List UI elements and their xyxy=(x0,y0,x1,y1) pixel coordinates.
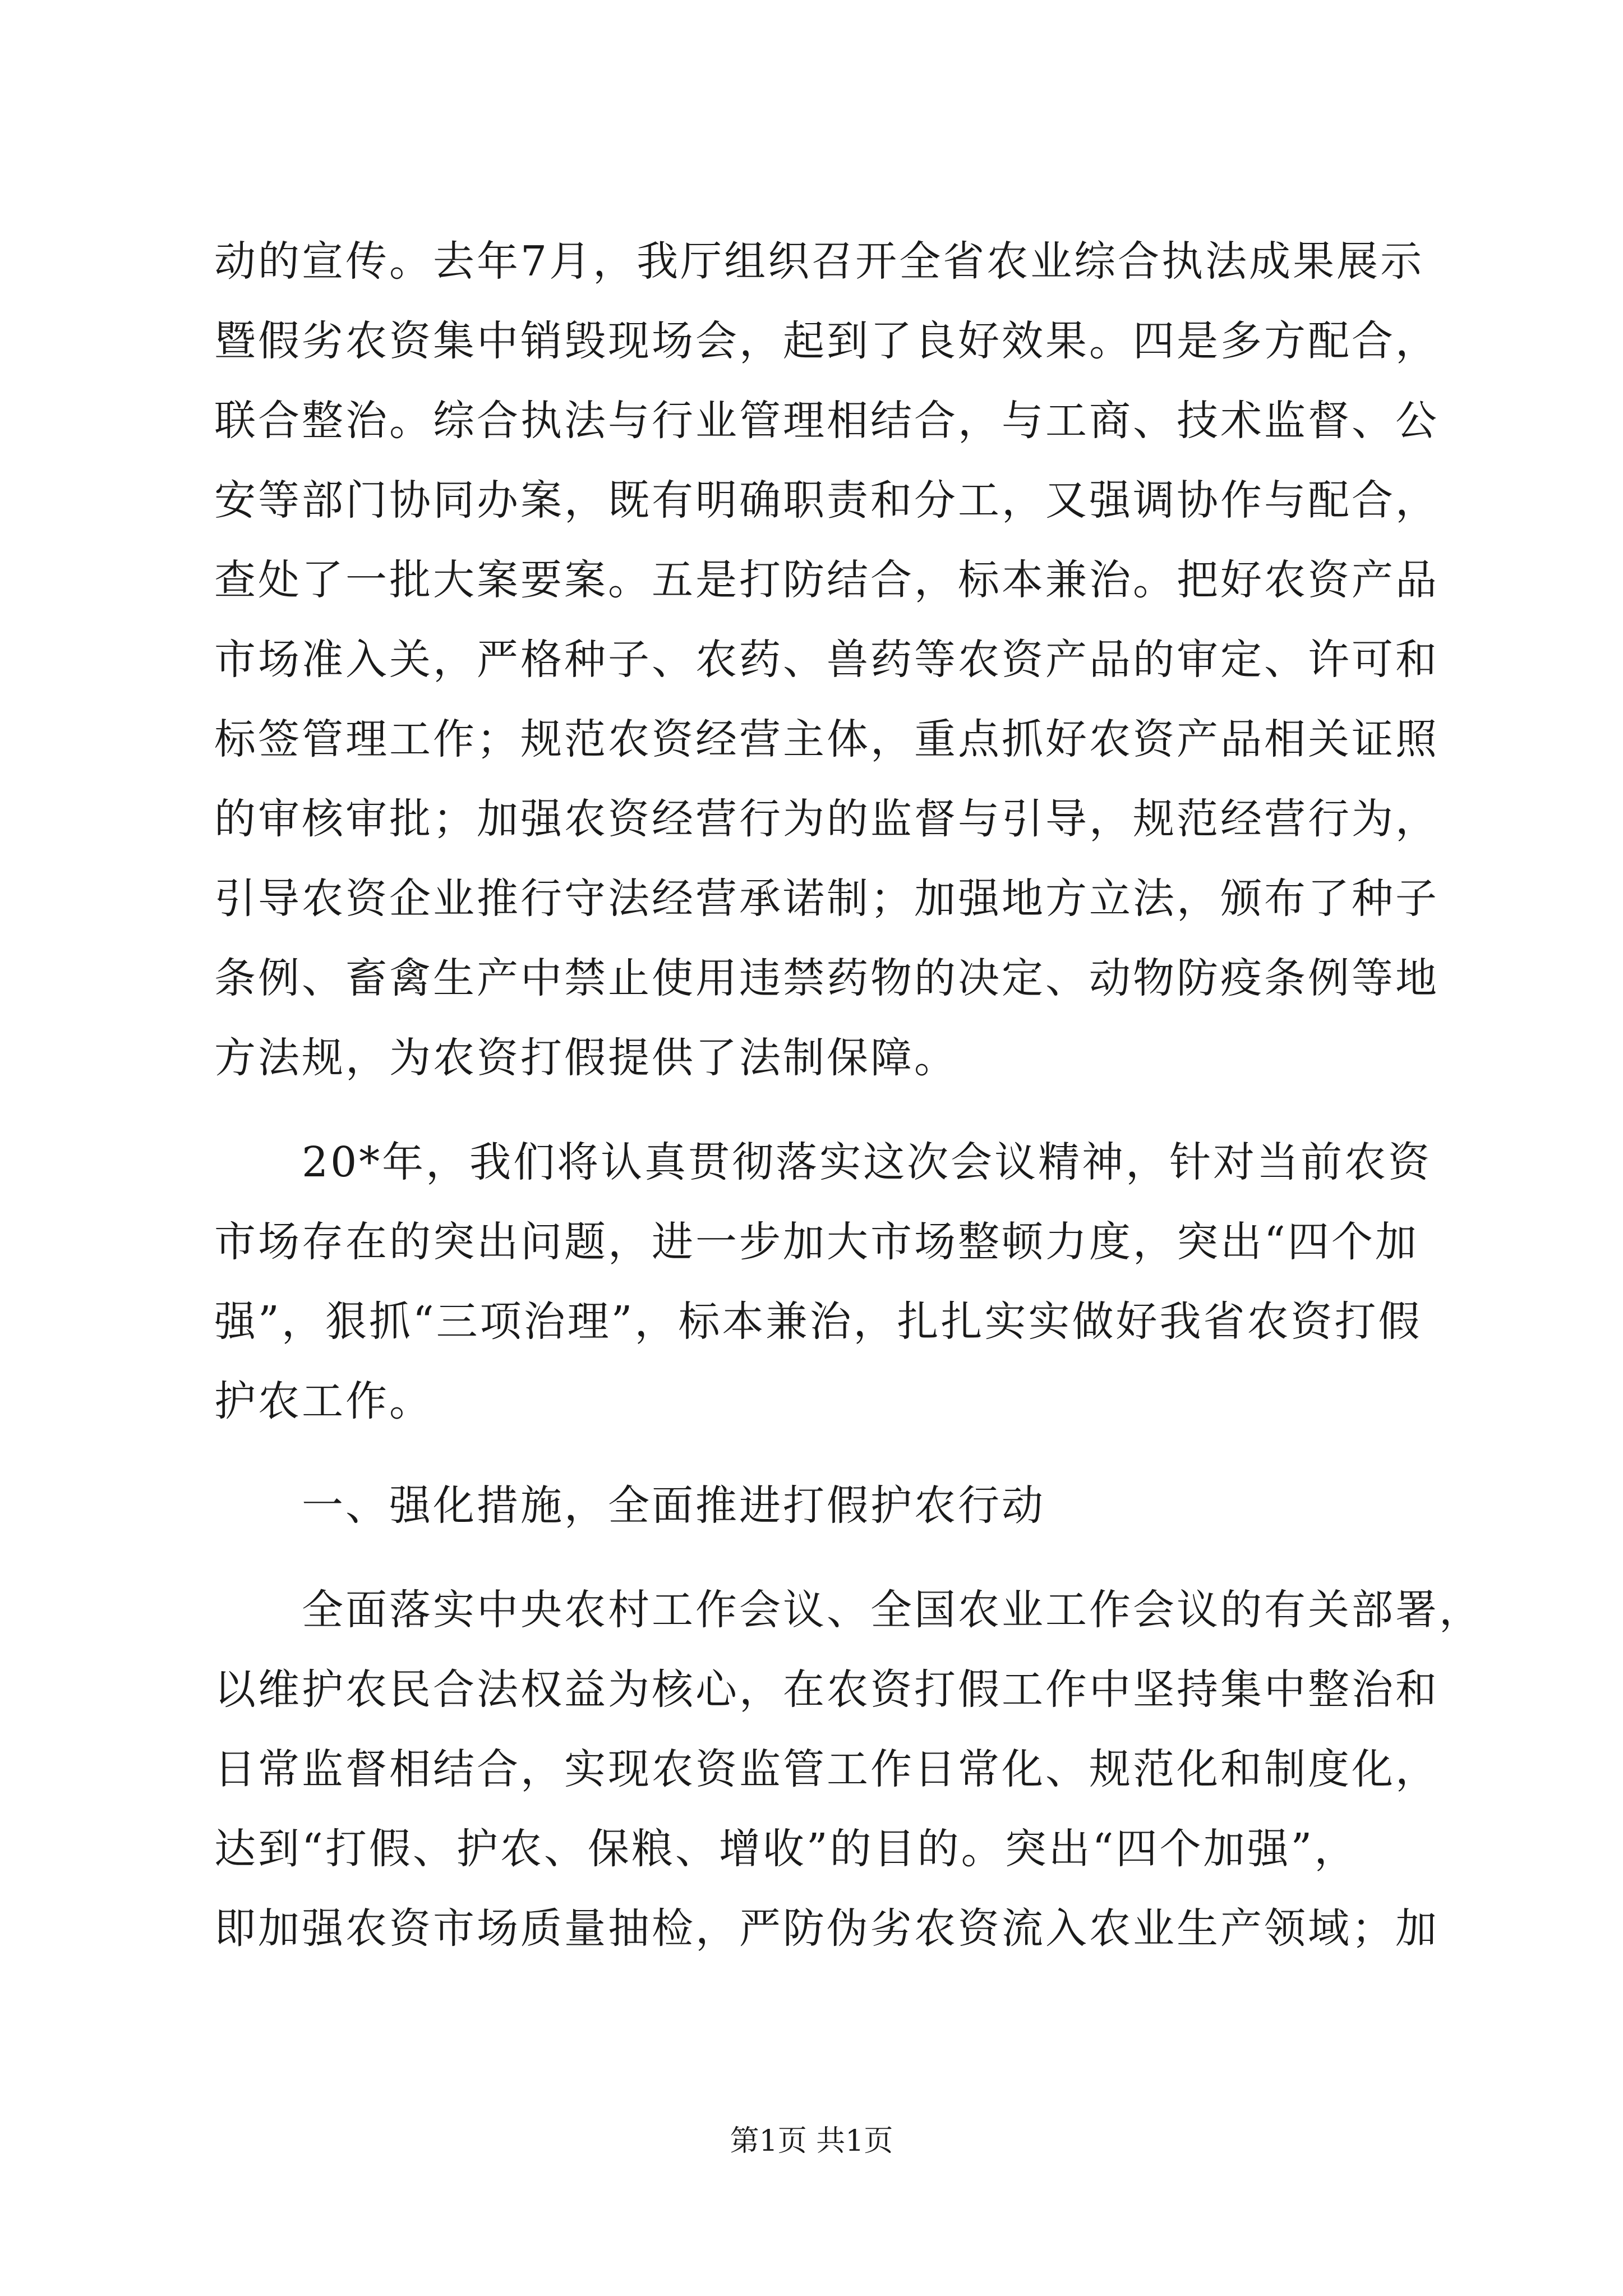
text-line: 引导农资企业推行守法经营承诺制；加强地方立法，颁布了种子 xyxy=(214,875,1439,923)
text-line: 日常监督相结合，实现农资监管工作日常化、规范化和制度化， xyxy=(214,1745,1439,1793)
paragraph xyxy=(214,1570,1483,1968)
text-line: 联合整治。综合执法与行业管理相结合，与工商、技术监督、公 xyxy=(214,397,1439,445)
text-line: 强”，狠抓“三项治理”，标本兼治，扎扎实实做好我省农资打假 xyxy=(214,1297,1422,1346)
text-line: 20*年，我们将认真贯彻落实这次会议精神，针对当前农资 xyxy=(302,1138,1432,1186)
section-heading xyxy=(214,1466,1426,1545)
text-line: 以维护农民合法权益为核心，在农资打假工作中坚持集中整治和 xyxy=(214,1665,1439,1714)
page-number-footer: 第1页 共1页 xyxy=(730,2124,893,2158)
text-line: 安等部门协同办案，既有明确职责和分工，又强调协作与配合， xyxy=(214,476,1439,524)
text-line: 市场准入关，严格种子、农药、兽药等农资产品的审定、许可和 xyxy=(214,636,1439,684)
paragraph-gap xyxy=(214,1098,1426,1122)
text-line: 即加强农资市场质量抽检，严防伪劣农资流入农业生产领域；加 xyxy=(214,1904,1439,1953)
text-line: 护农工作。 xyxy=(214,1377,433,1425)
text-line: 查处了一批大案要案。五是打防结合，标本兼治。把好农资产品 xyxy=(214,556,1439,604)
text-line: 标签管理工作；规范农资经营主体，重点抓好农资产品相关证照 xyxy=(214,715,1439,763)
heading-line: 一、强化措施，全面推进打假护农行动 xyxy=(302,1481,1045,1530)
text-line: 暨假劣农资集中销毁现场会，起到了良好效果。四是多方配合， xyxy=(214,317,1439,365)
text-line: 条例、畜禽生产中禁止使用违禁药物的决定、动物防疫条例等地 xyxy=(214,954,1439,1002)
text-line: 达到“打假、护农、保粮、增收”的目的。突出“四个加强”， xyxy=(214,1825,1358,1873)
paragraph xyxy=(214,1122,1432,1441)
text-line: 市场存在的突出问题，进一步加大市场整顿力度，突出“四个加 xyxy=(214,1218,1419,1266)
paragraph-gap xyxy=(214,1545,1426,1570)
text-line: 全面落实中央农村工作会议、全国农业工作会议的有关部署， xyxy=(302,1586,1483,1634)
document-body xyxy=(214,222,1483,1968)
paragraph-gap xyxy=(214,1441,1426,1466)
text-line: 动的宣传。去年7月，我厅组织召开全省农业综合执法成果展示 xyxy=(214,237,1424,286)
text-line: 的审核审批；加强农资经营行为的监督与引导，规范经营行为， xyxy=(214,795,1439,843)
paragraph xyxy=(214,222,1439,1098)
text-line: 方法规，为农资打假提供了法制保障。 xyxy=(214,1034,958,1082)
